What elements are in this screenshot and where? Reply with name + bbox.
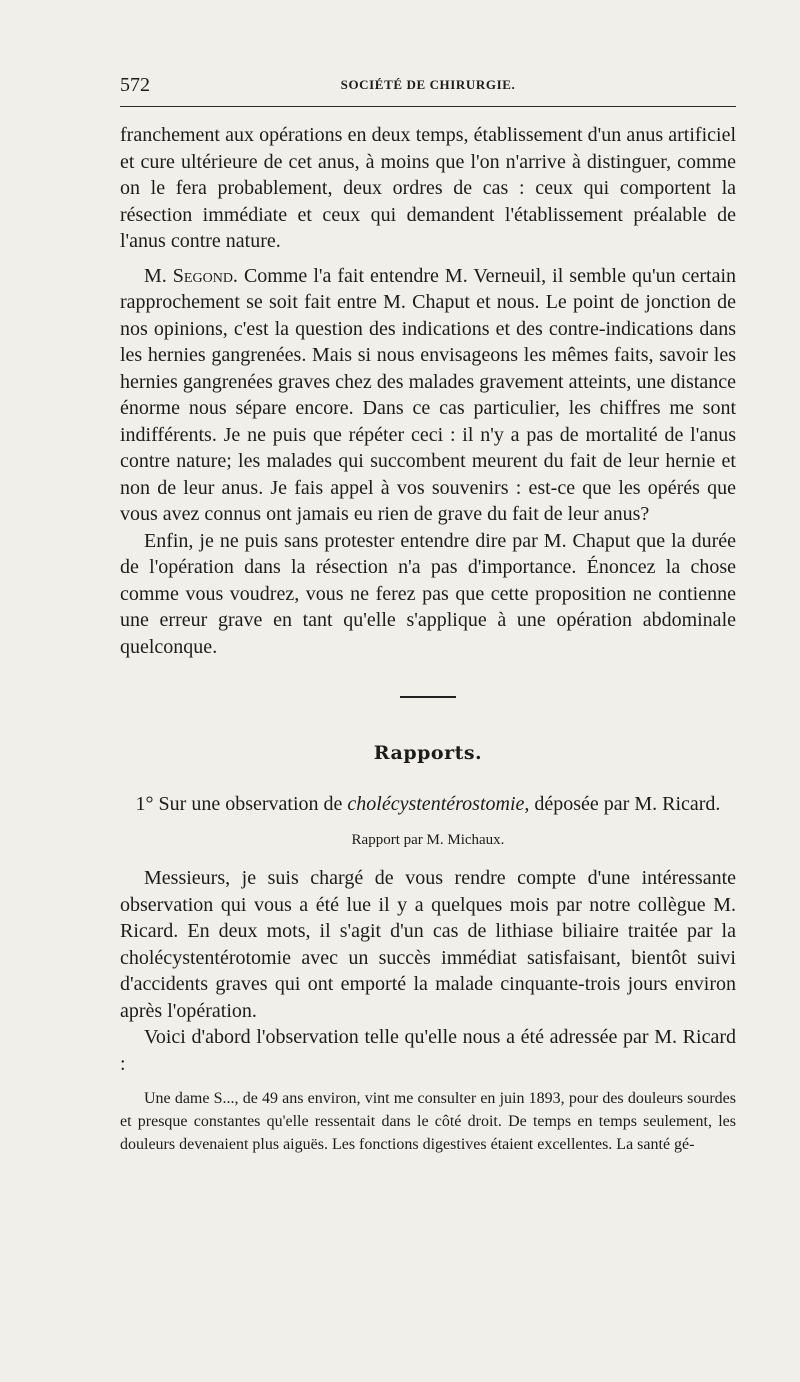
- header-rule: [120, 106, 736, 107]
- page-header: [120, 74, 736, 100]
- report-title: [120, 791, 736, 817]
- paragraph-segond-text: Comme l'a fait entendre M. Verneuil, il semble qu'un certain rapprochement se soit fait entre M. Chaput et nous. Le point de jonction de nos opinions, c'est la question des indications et des contre-indications dans les hernies gangrenées. Mais si nous envisageons les mêmes faits, savoir les hernies gangrenées graves chez des malades gravement atteints, une distance énorme nous sépare encore. Dans ce cas particulier, les chiffres me sont indifférents. Je ne puis que répéter ceci : il n'y a pas de mortalité de l'anus contre nature; les malades qui succombent meurent du fait de leur hernie et non de leur anus. Je fais appel à vos souvenirs : est-ce que les opérés que vous avez connus ont jamais eu rien de grave du fait de leur anus?: [120, 264, 737, 525]
- paragraph-enfin: Enfin, je ne puis sans protester entendre dire par M. Chaput que la durée de l'opération dans la résection n'a pas d'importance. Énoncez la chose comme vous voudrez, vous ne ferez pas que cette proposition ne contienne une erreur grave en tant qu'elle s'applique à une opération abdominale quelconque.: [120, 529, 736, 658]
- report-byline: Rapport par M. Michaux.: [351, 831, 505, 848]
- paragraph-voici: Voici d'abord l'observation telle qu'elle nous a été adressée par M. Ricard :: [120, 1026, 736, 1075]
- paragraph-observation: Une dame S..., de 49 ans environ, vint me consulter en juin 1893, pour des douleurs sourdes et presque constantes qu'elle ressentait dans le côté droit. De temps en temps seulement, les douleurs devenaient plus aiguës. Les fonctions digestives étaient excellentes. La santé gé-: [120, 1090, 736, 1153]
- report-title-prefix: 1° Sur une observation de: [135, 792, 348, 815]
- speaker-name: M. Segond.: [144, 264, 238, 287]
- report-title-italic: cholécystentérostomie: [347, 792, 525, 815]
- body-text: [120, 122, 736, 1156]
- section-title: Rapports.: [373, 742, 483, 764]
- running-head: SOCIÉTÉ DE CHIRURGIE.: [340, 77, 516, 92]
- report-title-suffix: , déposée par M. Ricard.: [524, 792, 721, 815]
- page-number: 572: [120, 74, 150, 96]
- paragraph-segond: [120, 263, 736, 528]
- paragraph-continuation: franchement aux opérations en deux temps, établissement d'un anus artificiel et cure ultérieure de cet anus, à moins que l'on n'arrive à distinguer, comme on le fera probablement, deux ordres de cas : ceux qui comportent la résection immédiate et ceux qui demandent l'établissement préalable de l'anus contre nature.: [120, 124, 736, 252]
- section-separator: [400, 696, 456, 698]
- paragraph-messieurs: Messieurs, je suis chargé de vous rendre compte d'une intéressante observation qui vous a été lue il y a quelques mois par notre collègue M. Ricard. En deux mots, il s'agit d'un cas de lithiase biliaire traitée par la cholécystentérotomie avec un succès immédiat satisfaisant, bientôt suivi d'accidents graves qui ont emporté la malade cinquante-trois jours environ après l'opération.: [120, 867, 736, 1022]
